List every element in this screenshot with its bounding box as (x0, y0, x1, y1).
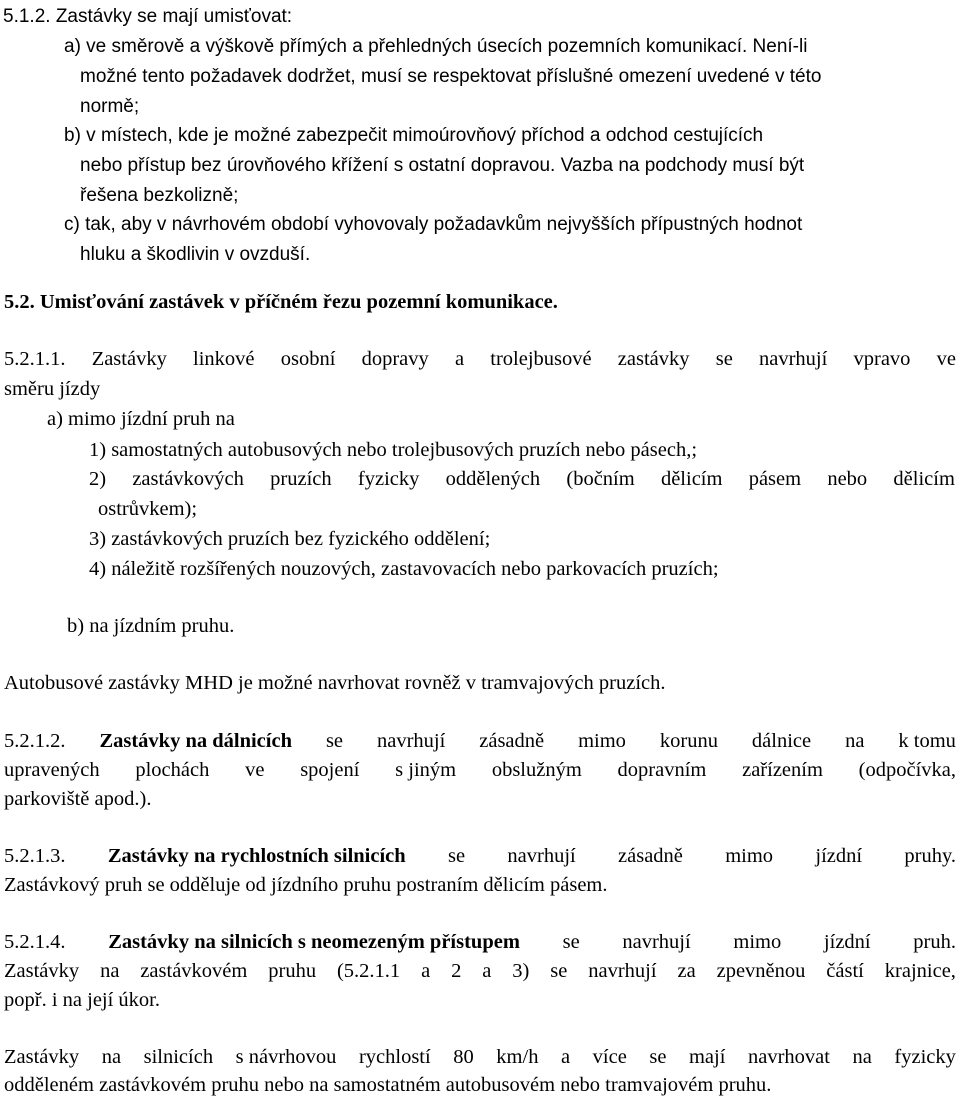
section-heading-5-2: 5.2. Umisťování zastávek v příčném řezu pozemní komunikace. (4, 291, 558, 313)
item-a-line-3: normě; (80, 96, 140, 117)
item-a-line-1: a) ve směrově a výškově přímých a přehledných úsecích pozemních komunikací. Není-li (64, 36, 808, 57)
paragraph-5-2-1-2-line-3: parkoviště apod.). (4, 788, 152, 810)
item-b-line-2: nebo přístup bez úrovňového křížení s ostatní dopravou. Vazba na podchody musí být (80, 155, 805, 176)
subitem-2-continuation: ostrůvkem); (98, 498, 198, 520)
item-b-line-3: řešena bezkolizně; (80, 185, 239, 206)
paragraph-5-2-1-3-line-1: 5.2.1.3. Zastávky na rychlostních silnicích se navrhují zásadně mimo jízdní pruhy. (4, 845, 956, 867)
paragraph-5-2-1-3-line-2: Zastávkový pruh se odděluje od jízdního pruhu postraním dělicím pásem. (4, 874, 608, 896)
section-heading-5-1-2: 5.1.2. Zastávky se mají umisťovat: (3, 6, 293, 27)
paragraph-5-2-1-4-line-1: 5.2.1.4. Zastávky na silnicích s neomezeným přístupem se navrhují mimo jízdní pruh. (4, 931, 956, 953)
subitem-2-word: (bočním (566, 468, 635, 490)
subitem-2-word: zastávkových (132, 468, 244, 490)
item-b-na-jizdnim-pruhu: b) na jízdním pruhu. (67, 615, 235, 637)
subitem-2-word: dělicím (660, 468, 723, 490)
paragraph-5-2-1-1-line-1: 5.2.1.1. Zastávky linkové osobní dopravy a trolejbusové zastávky se navrhují vpravo ve (4, 348, 956, 370)
paragraph-5-2-1-4-line-3: popř. i na její úkor. (4, 989, 161, 1011)
subitem-2-word: dělicím (893, 468, 955, 490)
subitem-2-word: pruzích (270, 468, 332, 490)
mhd-paragraph: Autobusové zastávky MHD je možné navrhovat rovněž v tramvajových pruzích. (4, 672, 666, 694)
subitem-2-word: oddělených (445, 468, 541, 490)
subitem-1: 1) samostatných autobusových nebo trolejbusových pruzích nebo pásech,; (89, 439, 698, 461)
final-paragraph-line-1: Zastávky na silnicích s návrhovou rychlostí 80 km/h a více se mají navrhovat na fyzicky (4, 1046, 956, 1068)
paragraph-5-2-1-2-line-2: upravených plochách ve spojení s jiným obslužným dopravním zařízením (odpočívka, (4, 759, 956, 781)
item-c-line-2: hluku a škodlivin v ovzduší. (80, 244, 311, 265)
subitem-2-word: fyzicky (357, 468, 420, 490)
paragraph-5-2-1-2-line-1: 5.2.1.2. Zastávky na dálnicích se navrhují zásadně mimo korunu dálnice na k tomu (4, 730, 956, 752)
item-c-line-1: c) tak, aby v návrhovém období vyhovovaly požadavkům nejvyšších přípustných hodnot (64, 214, 803, 235)
final-paragraph-line-2: odděleném zastávkovém pruhu nebo na samostatném autobusovém nebo tramvajovém pruhu. (4, 1074, 772, 1096)
item-a-mimo: a) mimo jízdní pruh na (47, 408, 235, 430)
paragraph-5-2-1-1-line-2: směru jízdy (4, 378, 101, 400)
subitem-2-word: pásem (748, 468, 802, 490)
item-a-line-2: možné tento požadavek dodržet, musí se respektovat příslušné omezení uvedené v této (80, 66, 822, 87)
subitem-4: 4) náležitě rozšířených nouzových, zastavovacích nebo parkovacích pruzích; (89, 558, 719, 580)
item-b-line-1: b) v místech, kde je možné zabezpečit mimoúrovňový příchod a odchod cestujících (64, 125, 764, 146)
subitem-3: 3) zastávkových pruzích bez fyzického oddělení; (89, 528, 491, 550)
subitem-2-word: 2) (89, 468, 107, 490)
subitem-2 (89, 469, 955, 490)
subitem-2-word: nebo (827, 468, 868, 490)
paragraph-5-2-1-4-line-2: Zastávky na zastávkovém pruhu (5.2.1.1 a 2 a 3) se navrhují za zpevněnou částí krajnice, (4, 960, 956, 982)
